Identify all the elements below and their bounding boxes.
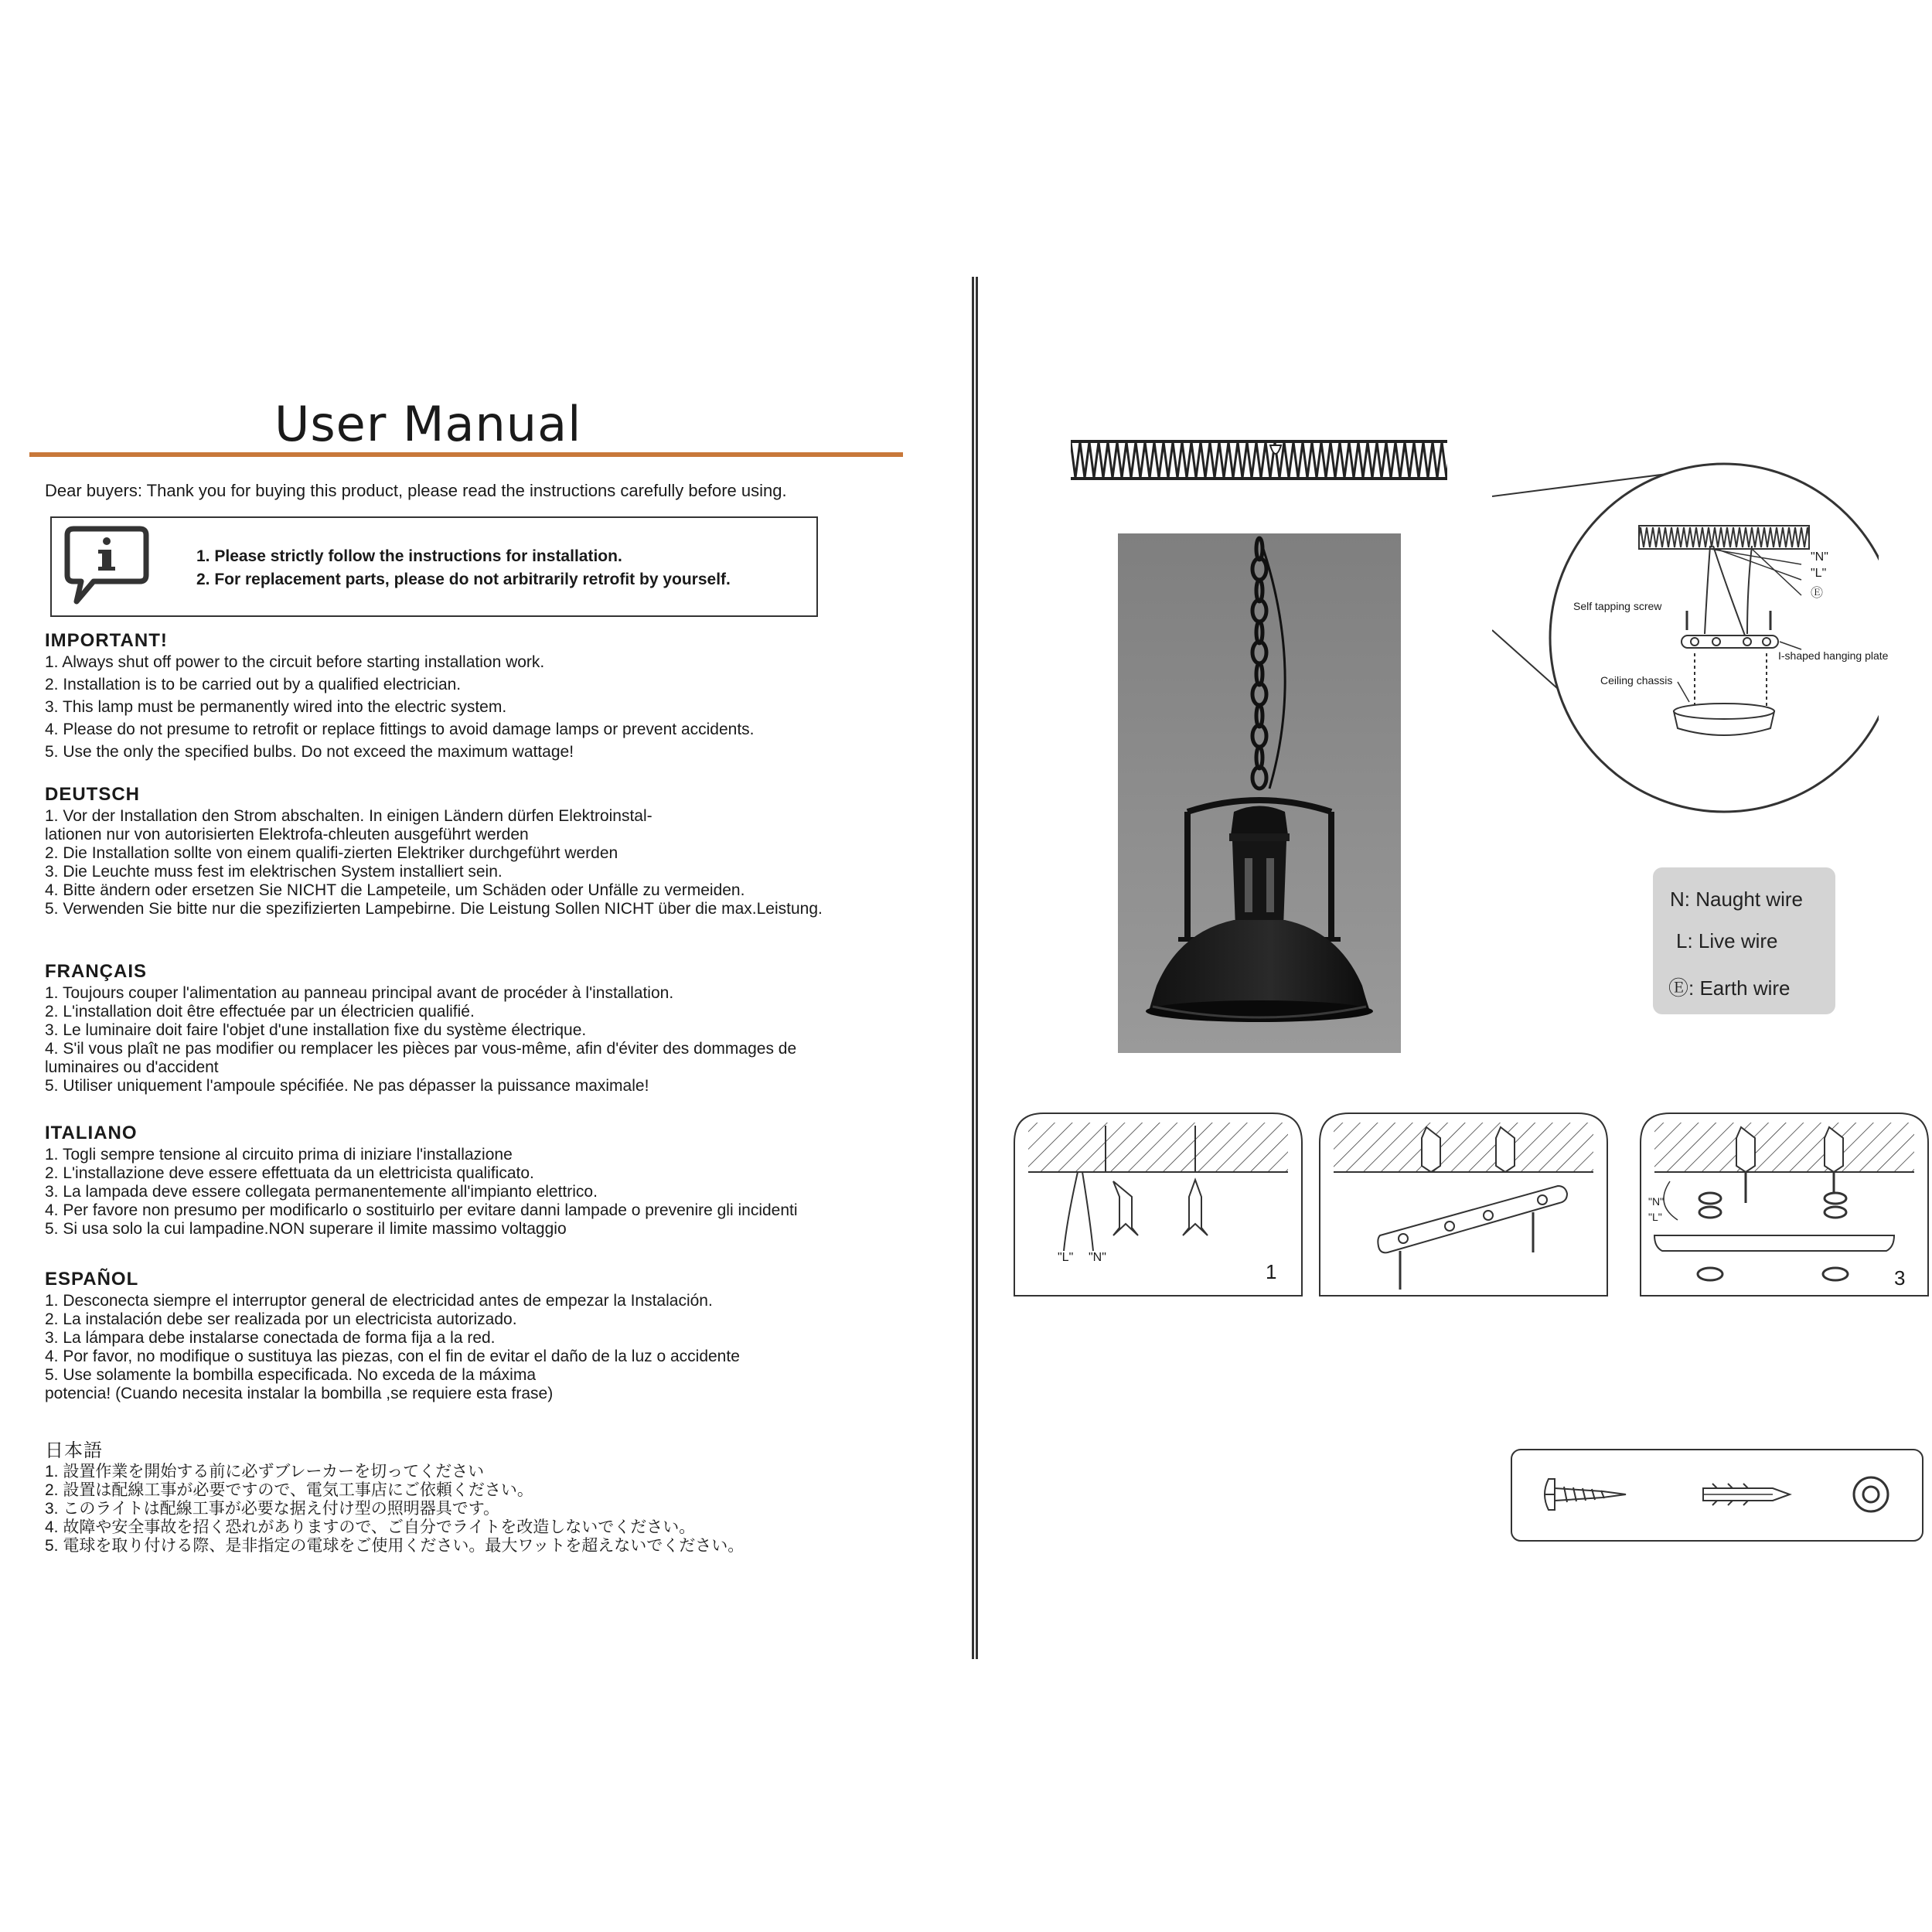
step-3-l-label: "L"	[1648, 1211, 1662, 1223]
section-line: 2. Installation is to be carried out by a qualified electrician.	[45, 676, 462, 693]
wire-l-label: "L"	[1811, 567, 1827, 580]
section-deutsch	[45, 785, 823, 918]
section-line: 1. Vor der Installation den Strom abschalten. In einigen Ländern dürfen Elektroinstal-	[45, 807, 653, 825]
section-line: 5. 電球を取り付ける際、是非指定の電球をご使用ください。最大ワットを超えないでください。	[45, 1537, 745, 1555]
section-line: 4. Por favor, no modifique o sustituya las piezas, con el fin de evitar el daño de la luz o accidente	[45, 1348, 740, 1365]
section-line: 1. Toujours couper l'alimentation au panneau principal avant de procéder à l'installation.	[45, 984, 674, 1002]
section-line: 2. L'installazione deve essere effettuata da un elettricista qualificato.	[45, 1164, 534, 1182]
legend-item: L: Live wire	[1676, 929, 1778, 952]
section-heading: IMPORTANT!	[45, 630, 168, 651]
step-number: 3	[1894, 1266, 1906, 1290]
section-line: 5. Verwenden Sie bitte nur die spezifizierten Lampebirne. Die Leistung Sollen NICHT über die max.Leistung.	[45, 900, 823, 918]
page-divider	[972, 277, 978, 1659]
section-line: 5. Use solamente la bombilla especificada. No exceda de la máxima	[45, 1366, 536, 1384]
ceiling-chassis-label: Ceiling chassis	[1600, 674, 1673, 687]
section-line: 2. La instalación debe ser realizada por un electricista autorizado.	[45, 1310, 517, 1328]
section-line: 4. Please do not presume to retrofit or replace fittings to avoid damage lamps or prevent accidents.	[45, 721, 755, 738]
intro-text: Dear buyers: Thank you for buying this product, please read the instructions carefully before using.	[45, 481, 787, 500]
step-number: 1	[1266, 1260, 1277, 1283]
section-line: 4. 故障や安全事故を招く恐れがありますので、ご自分でライトを改造しないでください。	[45, 1518, 696, 1536]
section-line: 3. Le luminaire doit faire l'objet d'une installation fixe du système électrique.	[45, 1021, 587, 1039]
notice-line-2: 2. For replacement parts, please do not arbitrarily retrofit by yourself.	[196, 571, 731, 588]
section-line: 4. S'il vous plaît ne pas modifier ou remplacer les pièces par vous-même, afin d'éviter des dommages de	[45, 1040, 797, 1058]
section-line: luminaires ou d'accident	[45, 1058, 219, 1076]
step-1-diagram	[1013, 1112, 1303, 1297]
section-line: 5. Si usa solo la cui lampadine.NON superare il limite massimo voltaggio	[45, 1220, 567, 1238]
section-heading: FRANÇAIS	[45, 961, 147, 982]
section-line: 3. Die Leuchte muss fest im elektrischen System installiert sein.	[45, 863, 503, 881]
section-line: 2. 設置は配線工事が必要ですので、電気工事店にご依頼ください。	[45, 1481, 533, 1499]
section-francais	[45, 963, 796, 1095]
self-tapping-screw-label: Self tapping screw	[1573, 600, 1662, 612]
section-line: 1. 設置作業を開始する前に必ずブレーカーを切ってください	[45, 1463, 485, 1481]
section-line: 1. Togli sempre tensione al circuito prima di iniziare l'installazione	[45, 1146, 513, 1164]
section-line: 1. Always shut off power to the circuit before starting installation work.	[45, 653, 545, 671]
hanging-plate-label: I-shaped hanging plate	[1778, 649, 1889, 662]
section-heading: 日本語	[45, 1440, 103, 1461]
section-heading: ITALIANO	[45, 1123, 138, 1143]
legend-item: N: Naught wire	[1670, 888, 1803, 911]
section-line: 2. Die Installation sollte von einem qualifi-zierten Elektriker durchgeführt werden	[45, 844, 618, 862]
parts-diagram	[1510, 1448, 1924, 1542]
section-heading: DEUTSCH	[45, 784, 141, 805]
pendant-lamp-photo	[1118, 533, 1401, 1053]
washer-icon	[1854, 1477, 1888, 1511]
install-step-2	[1318, 1112, 1609, 1297]
section-line: 4. Bitte ändern oder ersetzen Sie NICHT die Lampeteile, um Schäden oder Unfälle zu vermeiden.	[45, 881, 745, 899]
ceiling-hatch-icon	[1071, 439, 1447, 481]
step-1-l-label: "L"	[1058, 1251, 1074, 1264]
section-japanese	[45, 1441, 744, 1555]
section-line: 5. Use the only the specified bulbs. Do not exceed the maximum wattage!	[45, 743, 574, 761]
notice-box	[50, 516, 818, 617]
page-title: User Manual	[274, 396, 582, 452]
step-3-diagram	[1639, 1112, 1930, 1297]
notice-line-1: 1. Please strictly follow the instructions for installation.	[196, 547, 622, 565]
install-step-1	[1013, 1112, 1303, 1297]
step-3-n-label: "N"	[1648, 1195, 1665, 1208]
step-1-n-label: "N"	[1089, 1251, 1106, 1264]
section-line: 5. Utiliser uniquement l'ampoule spécifiée. Ne pas dépasser la puissance maximale!	[45, 1077, 649, 1095]
section-line: 1. Desconecta siempre el interruptor general de electricidad antes de empezar la Instalación.	[45, 1292, 713, 1310]
hardware-parts-box	[1510, 1448, 1924, 1542]
wire-legend	[1653, 867, 1835, 1014]
section-line: 3. La lámpara debe instalarse conectada de forma fija a la red.	[45, 1329, 496, 1347]
section-espanol	[45, 1270, 740, 1403]
title-underline	[29, 452, 903, 457]
section-heading: ESPAÑOL	[45, 1269, 139, 1290]
section-line: 4. Per favore non presumo per modificarlo o sostituirlo per evitare danni lampade o prevenire gli incidenti	[45, 1201, 798, 1219]
section-line: 3. This lamp must be permanently wired into the electric system.	[45, 698, 507, 716]
install-step-3	[1639, 1112, 1930, 1297]
section-line: 2. L'installation doit être effectuée par un électricien qualifié.	[45, 1003, 475, 1021]
section-italiano	[45, 1124, 798, 1239]
section-line: lationen nur von autorisierten Elektrofa-chleuten ausgeführt werden	[45, 826, 529, 843]
earth-symbol: Ⓔ	[1811, 587, 1824, 600]
section-important	[45, 632, 755, 762]
mounting-detail-diagram	[1492, 456, 1879, 819]
section-line: potencia! (Cuando necesita instalar la bombilla ,se requiere esta frase)	[45, 1385, 554, 1402]
section-line: 3. La lampada deve essere collegata permanentemente all'impianto elettrico.	[45, 1183, 598, 1201]
legend-item: Ⓔ: Earth wire	[1668, 976, 1791, 1000]
section-line: 3. このライトは配線工事が必要な据え付け型の照明器具です。	[45, 1500, 500, 1518]
step-2-diagram	[1318, 1112, 1609, 1297]
info-speech-bubble-icon	[63, 524, 151, 609]
wire-n-label: "N"	[1811, 550, 1828, 564]
